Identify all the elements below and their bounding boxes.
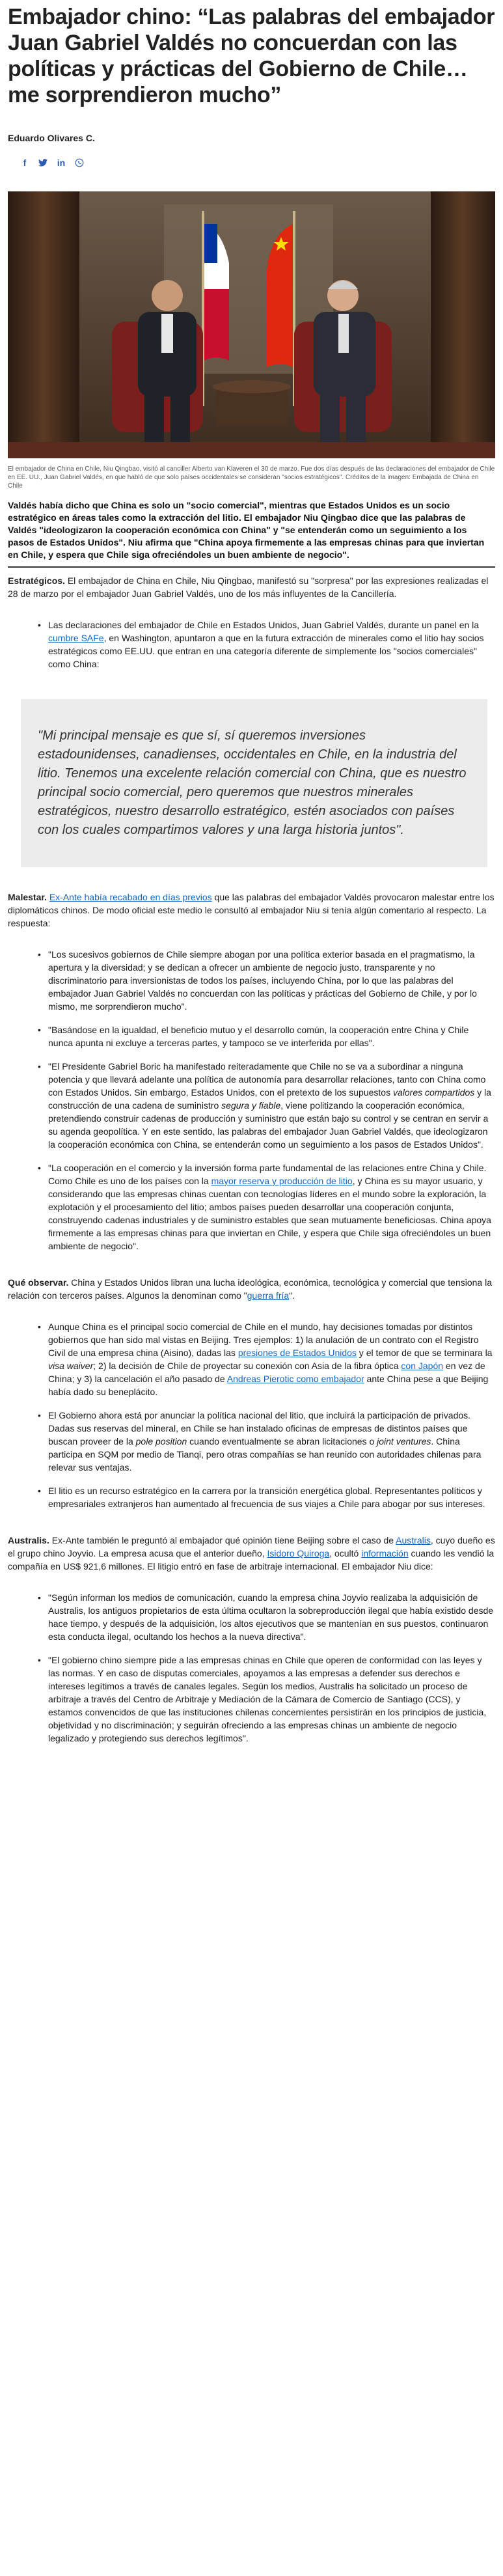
- bullet-list-1: [8, 618, 495, 671]
- list-item: • "Según informan los medios de comunicación, cuando la empresa china Joyvio realizaba la adquisición de Australis, los antiguos propietarios de esta última ocultaron la sobreproducción ilegal que había existido desde hace tiempo, y después de la adquisición, los altos ejecutivos que se mantenían en sus puestos, continuaron esta conducta ilegal, ocultando los hechos a la nueva directiva".: [38, 1591, 495, 1643]
- linkedin-icon[interactable]: in: [57, 158, 66, 168]
- whatsapp-icon[interactable]: [74, 158, 85, 168]
- list-item: • El litio es un recurso estratégico en la carrera por la transición energética global. Representantes políticos y empresariales extranjeros han aumentado al frecuencia de sus viajes a Chile para abogar por sus intereses.: [38, 1484, 495, 1510]
- link-us-pressure[interactable]: presiones de Estados Unidos: [238, 1348, 357, 1358]
- photo-caption: El embajador de China en Chile, Niu Qingbao, visitó al canciller Alberto van Klaveren el 30 de marzo. Fue dos días después de las declaraciones del embajador de Chile en EE. UU., Juan Gabriel Valdés, en que habló de que solo países occidentales se consideran "socios estratégicos". Créditos de la imagen: Embajada de China en Chile: [8, 465, 495, 490]
- link-australis[interactable]: Australis: [396, 1535, 431, 1545]
- twitter-icon[interactable]: [38, 158, 48, 168]
- link-guerra-fria[interactable]: guerra fría: [247, 1290, 290, 1301]
- article-photo: [8, 191, 495, 458]
- pull-quote: "Mi principal mensaje es que sí, sí queremos inversiones estadounidenses, canadienses, occidentales en Chile, en la industria del litio. Tenemos una excelente relación comercial con China, que es nuestro principal socio comercial, pero queremos que nuestros minerales estratégicos, nuestro desarrollo estratégico, estén asociados con países con los cuales compartimos valores y una larga historia juntos".: [21, 699, 487, 867]
- list-item: • "La cooperación en el comercio y la inversión forma parte fundamental de las relaciones entre China y Chile. Como Chile es uno de los países con la mayor reserva y producción de litio, y China es su mayor usuario, y considerando que las empresas chinas cuentan con tecnologías líderes en el mundo sobre la exploración, la explotación y el procesamiento del litio; ambos países pueden desarrollar una cooperación conjunta, construyendo cadenas industriales y de suministro estables que sean mutuamente beneficiosas. China apoya firmemente a las empresas chinas para que inviertan en Chile, y espera que Chile siga ofreciéndoles un buen ambiente de negocio".: [38, 1161, 495, 1253]
- list-item: • "Basándose en la igualdad, el beneficio mutuo y el desarrollo común, la cooperación entre China y Chile nunca apunta ni excluye a terceras partes, y tampoco se ve interferida por ellas".: [38, 1023, 495, 1049]
- list-item: • "El gobierno chino siempre pide a las empresas chinas en Chile que operen de conformidad con las leyes y las normas. Y en caso de disputas comerciales, apoyamos a las empresas a defender sus derechos e intereses legítimos a través de canales legales. Según los medios, Australis ha solicitado un proceso de arbitraje a través del Centro de Arbitraje y Mediación de la Cámara de Comercio de Santiago (CCS), y estamos convencidos de que las instituciones chilenas concernientes persistirán en los principios de justicia, objetividad y no discriminación; y seguirán ofreciendo a las empresas chinas un ambiente de negocio legalizado y protegiendo sus derechos legítimos".: [38, 1654, 495, 1745]
- link-lithium-reserve[interactable]: mayor reserva y producción de litio: [211, 1176, 353, 1186]
- paragraph-malestar: Malestar. Ex-Ante había recabado en días previos que las palabras del embajador Valdés provocaron malestar entre los diplomáticos chinos. De modo oficial este medio le consultó al embajador Niu si tenía algún comentario al respecto. La respuesta:: [8, 892, 495, 928]
- link-pierotic[interactable]: Andreas Pierotic como embajador: [226, 1374, 364, 1384]
- facebook-icon[interactable]: f: [23, 158, 27, 168]
- link-japan[interactable]: con Japón: [401, 1361, 444, 1371]
- list-item: • "El Presidente Gabriel Boric ha manifestado reiteradamente que Chile no se va a subordinar a ninguna potencia y que llevará adelante una política de autonomía para desarrollar relaciones, tanto con China como con Estados Unidos. Sin embargo, Estados Unidos, con el pretexto de los supuestos valores compartidos y la construcción de una cadena de suministro segura y fiable, viene politizando la cooperación económica, pretendiendo construir cadenas de producción y suministro que están bajo su control y se centran en servir a su agenda geopolítica. Y en este sentido, las palabras del embajador Juan Gabriel Valdés, que ideologizaron la cooperación económica con China, se entenderán como un seguimiento a los pasos de Estados Unidos".: [38, 1060, 495, 1151]
- bullet-list-3: [8, 1320, 495, 1510]
- article-title: Embajador chino: “Las palabras del embajador Juan Gabriel Valdés no concuerdan con las políticas y prácticas del Gobierno de Chile… me sorprendieron mucho”: [8, 5, 495, 107]
- paragraph-australis: Australis. Ex-Ante también le preguntó al embajador qué opinión tiene Beijing sobre el caso de Australis, cuyo dueño es el grupo chino Joyvio. La empresa acusa que el anterior dueño, Isidoro Quiroga, ocultó información cuando les vendió la compañía en US$ 921,6 millones. El litigio entró en fase de arbitraje internacional. El embajador Niu dice:: [8, 1535, 495, 1572]
- list-item: • Aunque China es el principal socio comercial de Chile en el mundo, hay decisiones tomadas por distintos gobiernos que han sido mal vistas en Beijing. Tres ejemplos: 1) la anulación de un contrato con el Registro Civil de una empresa china (Aisino), dadas las presiones de Estados Unidos y el temor de que se terminara la visa waiver; 2) la decisión de Chile de proyectar su conexión con Asia de la fibra óptica con Japón en vez de China; y 3) la cancelación el año pasado de Andreas Pierotic como embajador ante China pese a que Beijing había dado su beneplácito.: [38, 1320, 495, 1398]
- list-item: • "Los sucesivos gobiernos de Chile siempre abogan por una política exterior basada en el pragmatismo, la apertura y la diversidad; y se dedican a ofrecer un ambiente de negocio justo, transparente y no discriminatorio para inversionistas de todos los países, incluyendo China, por lo que las palabras del embajador Juan Gabriel Valdés no concuerdan con las políticas y prácticas del Gobierno de Chile, y por lo mismo, me sorprendieron mucho".: [38, 948, 495, 1013]
- bullet-list-4: [8, 1591, 495, 1745]
- link-isidoro-quiroga[interactable]: Isidoro Quiroga: [267, 1548, 330, 1558]
- link-ex-ante-previous[interactable]: Ex-Ante había recabado en días previos: [49, 892, 212, 902]
- paragraph-strategic: Estratégicos. El embajador de China en Chile, Niu Qingbao, manifestó su "sorpresa" por las expresiones realizadas el 28 de marzo por el embajador Juan Gabriel Valdés, uno de los más influyentes de la Cancillería.: [8, 575, 489, 599]
- list-item: • El Gobierno ahora está por anunciar la política nacional del litio, que incluirá la participación de privados. Dadas sus reservas del mineral, en Chile se han instalado oficinas de empresas de distintos países que buscan proveer de la pole position cuando eventualmente se abran licitaciones o joint ventures. China participa en SQM por medio de Tianqi, pero otras compañías se han reunido con autoridades chilenas para relevar sus ventajas.: [38, 1409, 495, 1474]
- link-cumbre-safe[interactable]: cumbre SAFe: [48, 633, 104, 643]
- article-lead: Valdés había dicho que China es solo un "socio comercial", mientras que Estados Unidos es un socio estratégico en áreas tales como la extracción del litio. El embajador Niu Qingbao dice que las palabras de Valdés "ideologizaron la cooperación económica con China" y "se entenderán como un seguimiento a los pasos de Estados Unidos". Niu afirma que "China apoya firmemente a las empresas chinas para que inviertan en Chile, y espera que Chile siga ofreciéndoles un buen ambiente de negocio".: [8, 500, 485, 560]
- link-informacion[interactable]: información: [361, 1548, 409, 1558]
- list-item: • Las declaraciones del embajador de Chile en Estados Unidos, Juan Gabriel Valdés, durante un panel en la cumbre SAFe, en Washington, apuntaron a que en la futura extracción de minerales como el litio hay socios estratégicos como EE.UU. que entran en una categoría diferente de simplemente los "socios comerciales" como China:: [38, 618, 495, 671]
- bullet-list-2: [8, 948, 495, 1253]
- section-label: Estratégicos.: [8, 575, 65, 586]
- paragraph-que-observar: Qué observar. China y Estados Unidos libran una lucha ideológica, económica, tecnológica y comercial que tensiona la relación con terceros países. Algunos la denominan como "guerra fría".: [8, 1277, 492, 1301]
- article-author[interactable]: Eduardo Olivares C.: [8, 133, 95, 143]
- share-bar: [20, 158, 495, 168]
- lead-divider: [8, 566, 495, 568]
